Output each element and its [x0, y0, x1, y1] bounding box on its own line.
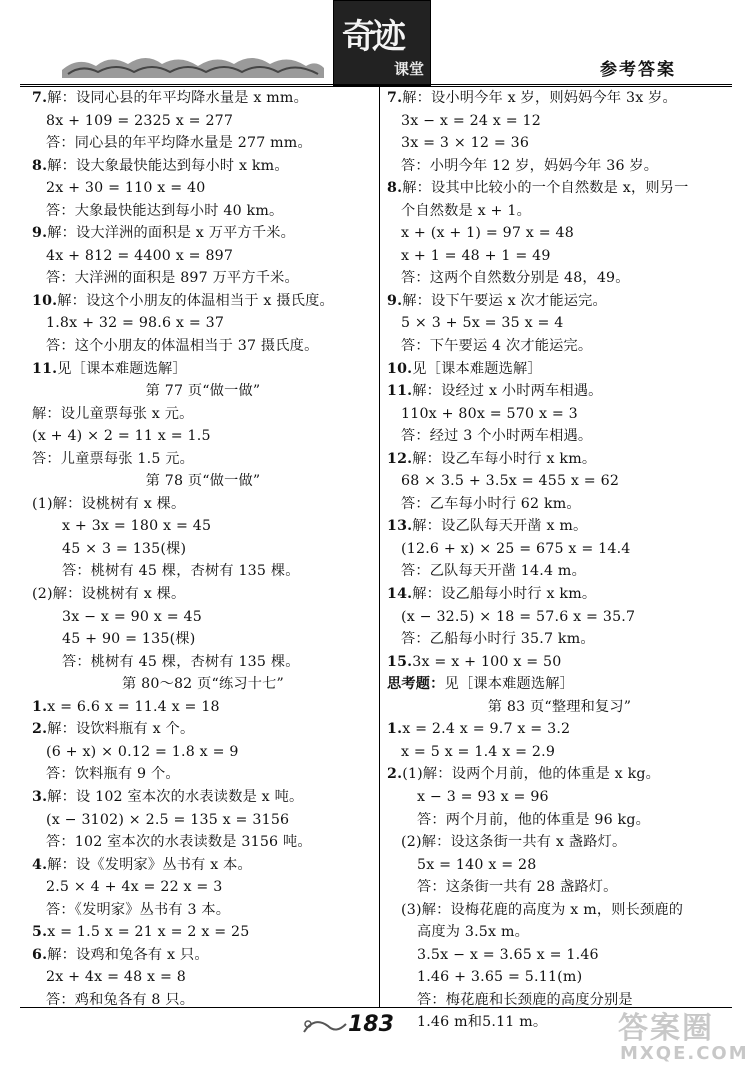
answer-line — [387, 876, 732, 899]
answer-line — [387, 177, 732, 200]
answer-text: 68 × 3.5 + 3.5x = 455 x = 62 — [401, 473, 620, 490]
answer-line — [32, 245, 374, 268]
answer-line — [387, 200, 732, 223]
answer-line — [387, 966, 732, 989]
question-number: 1. — [387, 721, 403, 738]
answer-text: x + (x + 1) = 97 x = 48 — [401, 225, 574, 242]
answer-line — [32, 87, 374, 110]
question-number: 6. — [32, 946, 48, 963]
answer-text: 见［课本难题选解］ — [444, 676, 575, 693]
answer-text: 解：设饮料瓶有 x 个。 — [47, 721, 195, 738]
answer-text: 答：乙船每小时行 35.7 km。 — [401, 631, 595, 648]
answer-line — [32, 786, 374, 809]
section-heading-text: 第 80～82 页“练习十七” — [122, 676, 284, 693]
answer-line — [387, 425, 732, 448]
question-number: 7. — [32, 90, 48, 106]
answer-line — [387, 448, 732, 471]
answer-line — [32, 290, 374, 313]
answer-line — [32, 809, 374, 832]
answer-line — [387, 809, 732, 832]
answer-text: 解：设鸡和兔各有 x 只。 — [47, 946, 209, 963]
answer-text: 答：乙车每小时行 62 km。 — [401, 495, 581, 512]
answer-text: 答：这个小朋友的体温相当于 37 摄氏度。 — [46, 338, 319, 355]
answer-line — [387, 380, 732, 403]
answer-text: 答：这条街一共有 28 盏路灯。 — [417, 879, 618, 896]
answer-line — [387, 628, 732, 651]
answer-text: 3.5x − x = 3.65 x = 1.46 — [417, 946, 599, 963]
answer-line — [32, 944, 374, 967]
answer-line — [387, 944, 732, 967]
answer-text: 答：小明今年 12 岁，妈妈今年 36 岁。 — [401, 157, 659, 174]
answer-line — [387, 560, 732, 583]
answer-text: (x + 4) × 2 = 11 x = 1.5 — [32, 428, 211, 445]
answer-line — [32, 854, 374, 877]
answer-text: 答：同心县的年平均降水量是 277 mm。 — [46, 135, 312, 152]
question-number: 10. — [32, 292, 58, 309]
answer-text: x − 3 = 93 x = 96 — [417, 788, 549, 805]
answer-line — [387, 87, 732, 110]
answer-line — [32, 651, 374, 674]
answer-text: 解：设同心县的年平均降水量是 x mm。 — [47, 90, 308, 106]
answer-line — [387, 583, 732, 606]
answer-line — [387, 786, 732, 809]
answer-text: (x − 32.5) × 18 = 57.6 x = 35.7 — [401, 608, 636, 625]
answer-line — [32, 560, 374, 583]
cloud-ornament-icon — [58, 52, 326, 80]
question-number: 9. — [387, 292, 403, 309]
answer-line — [32, 628, 374, 651]
question-number: 9. — [32, 225, 48, 242]
answer-line — [32, 718, 374, 741]
answer-text: 解：设其中比较小的一个自然数是 x，则另一 — [402, 180, 689, 197]
answer-text: 答：大象最快能达到每小时 40 km。 — [46, 202, 284, 219]
answer-text: 3x − x = 90 x = 45 — [62, 608, 202, 625]
answer-text: x + 3x = 180 x = 45 — [62, 518, 212, 535]
answer-text: 答：桃树有 45 棵，杏树有 135 棵。 — [62, 653, 300, 670]
answer-text: 解：设小明今年 x 岁，则妈妈今年 3x 岁。 — [402, 90, 677, 106]
answer-text: 见［课本难题选解］ — [412, 360, 542, 377]
answer-text: 110x + 80x = 570 x = 3 — [401, 405, 578, 422]
answer-line — [387, 110, 732, 133]
answer-line — [387, 267, 732, 290]
answer-text: 答：102 室本次的水表读数是 3156 吨。 — [46, 834, 312, 851]
answer-line — [32, 606, 374, 629]
answer-text: 答：这两个自然数分别是 48，49。 — [401, 270, 630, 287]
answer-line — [32, 966, 374, 989]
answer-text: 45 × 3 = 135(棵) — [62, 540, 187, 557]
header-rule-top — [20, 84, 732, 85]
answer-text: 8x + 109 = 2325 x = 277 — [46, 112, 234, 129]
answer-text: (3)解：设梅花鹿的高度为 x m，则长颈鹿的 — [401, 901, 684, 918]
answer-text: x = 6.6 x = 11.4 x = 18 — [47, 698, 220, 715]
answer-text: 解：设儿童票每张 x 元。 — [32, 405, 194, 422]
answer-text: 答：《发明家》丛书有 3 本。 — [46, 901, 231, 918]
answer-line — [32, 177, 374, 200]
question-number: 1. — [32, 698, 48, 715]
logo-main-text: 奇迹 — [342, 17, 402, 57]
answer-text: 1.8x + 32 = 98.6 x = 37 — [46, 315, 225, 332]
answer-line — [32, 132, 374, 155]
answer-text: 解：设大洋洲的面积是 x 万平方千米。 — [47, 225, 296, 242]
answer-line — [387, 854, 732, 877]
answer-text: 答：大洋洲的面积是 897 万平方千米。 — [46, 270, 299, 287]
answer-line — [32, 222, 374, 245]
answer-line — [387, 493, 732, 516]
answer-line — [387, 222, 732, 245]
answer-line — [387, 515, 732, 538]
answer-text: 3x = 3 × 12 = 36 — [401, 135, 530, 152]
answer-line — [32, 899, 374, 922]
answer-text: 4x + 812 = 4400 x = 897 — [46, 247, 234, 264]
answer-line — [387, 335, 732, 358]
left-column — [32, 87, 374, 1011]
answer-line — [32, 110, 374, 133]
section-heading — [387, 696, 732, 719]
answer-line — [387, 741, 732, 764]
answer-line — [32, 312, 374, 335]
answer-line — [387, 673, 732, 696]
answer-text: 解：设下午要运 x 次才能运完。 — [402, 292, 607, 309]
answer-text: 2.5 × 4 + 4x = 22 x = 3 — [46, 879, 223, 896]
question-number: 5. — [32, 924, 48, 941]
question-number: 2. — [32, 721, 48, 738]
answer-line — [32, 515, 374, 538]
answer-text: 答：经过 3 个小时两车相遇。 — [401, 428, 593, 445]
answer-text: 3x = x + 100 x = 50 — [412, 653, 562, 670]
answer-line — [32, 155, 374, 178]
question-number: 思考题： — [387, 676, 445, 693]
answer-line — [32, 358, 374, 381]
answer-text: 1.46 m和5.11 m。 — [417, 1014, 548, 1031]
answer-line — [387, 245, 732, 268]
answer-text: 3x − x = 24 x = 12 — [401, 112, 541, 129]
answer-line — [387, 290, 732, 313]
question-number: 7. — [387, 90, 403, 106]
answer-text: 解：设这个小朋友的体温相当于 x 摄氏度。 — [57, 292, 334, 309]
question-number: 13. — [387, 518, 413, 535]
answer-line — [387, 132, 732, 155]
page-number: 183 — [348, 1012, 394, 1037]
answer-line — [32, 831, 374, 854]
question-number: 14. — [387, 586, 413, 603]
answer-text: 2x + 4x = 48 x = 8 — [46, 969, 186, 986]
section-heading-text: 第 77 页“做一做” — [145, 383, 261, 400]
answer-text: 解：设《发明家》丛书有 x 本。 — [47, 856, 252, 873]
answer-line — [387, 538, 732, 561]
answer-line — [387, 312, 732, 335]
answer-line — [387, 763, 732, 786]
question-number: 15. — [387, 653, 413, 670]
answer-line — [387, 358, 732, 381]
answer-text: (1)解：设桃树有 x 棵。 — [32, 495, 186, 512]
question-number: 10. — [387, 360, 413, 377]
answer-text: 答：两个月前，他的体重是 96 kg。 — [417, 811, 650, 828]
answer-line — [32, 335, 374, 358]
answer-line — [387, 155, 732, 178]
question-number: 11. — [387, 383, 413, 400]
answer-text: (1)解：设两个月前，他的体重是 x kg。 — [402, 766, 661, 783]
answer-text: 5x = 140 x = 28 — [417, 856, 537, 873]
page-header — [0, 0, 750, 86]
answer-line — [32, 448, 374, 471]
answer-text: x = 5 x = 1.4 x = 2.9 — [401, 743, 556, 760]
answer-text: (6 + x) × 0.12 = 1.8 x = 9 — [46, 743, 239, 760]
answer-text: x + 1 = 48 + 1 = 49 — [401, 247, 551, 264]
question-number: 3. — [32, 788, 48, 805]
answer-line — [387, 921, 732, 944]
section-heading — [32, 470, 374, 493]
answer-text: 解：设乙队每天开凿 x m。 — [412, 518, 588, 535]
answer-text: 1.46 + 3.65 = 5.11(m) — [417, 969, 583, 986]
answer-text: x = 1.5 x = 21 x = 2 x = 25 — [47, 924, 250, 941]
answer-text: 解：设 102 室本次的水表读数是 x 吨。 — [47, 788, 304, 805]
answer-text: 答：下午要运 4 次才能运完。 — [401, 338, 593, 355]
watermark-top-text: 答案圈 — [618, 1011, 714, 1046]
answer-line — [32, 741, 374, 764]
answer-line — [387, 899, 732, 922]
answer-text: 见［课本难题选解］ — [57, 360, 187, 377]
answer-text: 答：鸡和兔各有 8 只。 — [46, 991, 195, 1008]
answer-line — [32, 696, 374, 719]
question-number: 12. — [387, 450, 413, 467]
answer-line — [387, 651, 732, 674]
answer-line — [32, 425, 374, 448]
answer-text: 答：梅花鹿和长颈鹿的高度分别是 — [417, 991, 633, 1008]
section-heading-text: 第 83 页“整理和复习” — [487, 698, 632, 715]
answer-text: (12.6 + x) × 25 = 675 x = 14.4 — [401, 540, 631, 557]
logo-sub-text: 课堂 — [393, 60, 424, 78]
section-heading — [32, 673, 374, 696]
answer-line — [387, 403, 732, 426]
answer-line — [32, 200, 374, 223]
answer-line — [32, 583, 374, 606]
site-watermark — [618, 1003, 748, 1071]
answer-text: x = 2.4 x = 9.7 x = 3.2 — [402, 721, 571, 738]
answer-line — [32, 267, 374, 290]
answer-line — [387, 831, 732, 854]
answer-text: 个自然数是 x + 1。 — [401, 202, 531, 219]
question-number: 11. — [32, 360, 58, 377]
section-heading-text: 第 78 页“做一做” — [145, 473, 261, 490]
question-number: 2. — [387, 766, 403, 783]
answer-text: 解：设乙车每小时行 x km。 — [412, 450, 597, 467]
answer-line — [32, 876, 374, 899]
question-number: 4. — [32, 856, 48, 873]
watermark-bottom-text: MXQE.COM — [620, 1043, 749, 1064]
answer-text: 答：乙队每天开凿 14.4 m。 — [401, 563, 586, 580]
answer-line — [32, 493, 374, 516]
answer-text: (2)解：设这条街一共有 x 盏路灯。 — [401, 834, 627, 851]
series-logo — [333, 0, 431, 86]
answer-line — [387, 718, 732, 741]
answer-line — [387, 606, 732, 629]
answer-text: 45 + 90 = 135(棵) — [62, 631, 196, 648]
answer-text: 答：儿童票每张 1.5 元。 — [32, 450, 195, 467]
answer-text: 解：设大象最快能达到每小时 x km。 — [47, 157, 289, 174]
right-column — [387, 87, 732, 1034]
answer-text: (x − 3102) × 2.5 = 135 x = 3156 — [46, 811, 290, 828]
answer-text: (2)解：设桃树有 x 棵。 — [32, 586, 186, 603]
answer-line — [387, 470, 732, 493]
question-number: 8. — [32, 157, 48, 174]
answer-line — [32, 763, 374, 786]
question-number: 8. — [387, 180, 403, 197]
answer-line — [32, 403, 374, 426]
answer-line — [32, 921, 374, 944]
answer-line — [32, 538, 374, 561]
answer-text: 答：桃树有 45 棵，杏树有 135 棵。 — [62, 563, 300, 580]
section-heading — [32, 380, 374, 403]
reference-answers-label: 参考答案 — [600, 60, 676, 80]
answer-text: 解：设乙船每小时行 x km。 — [412, 586, 597, 603]
answer-text: 高度为 3.5x m。 — [417, 924, 529, 941]
column-divider — [379, 86, 380, 1008]
answer-text: 答：饮料瓶有 9 个。 — [46, 766, 180, 783]
answer-text: 5 × 3 + 5x = 35 x = 4 — [401, 315, 564, 332]
answer-text: 解：设经过 x 小时两车相遇。 — [412, 383, 603, 400]
answer-text: 2x + 30 = 110 x = 40 — [46, 180, 206, 197]
